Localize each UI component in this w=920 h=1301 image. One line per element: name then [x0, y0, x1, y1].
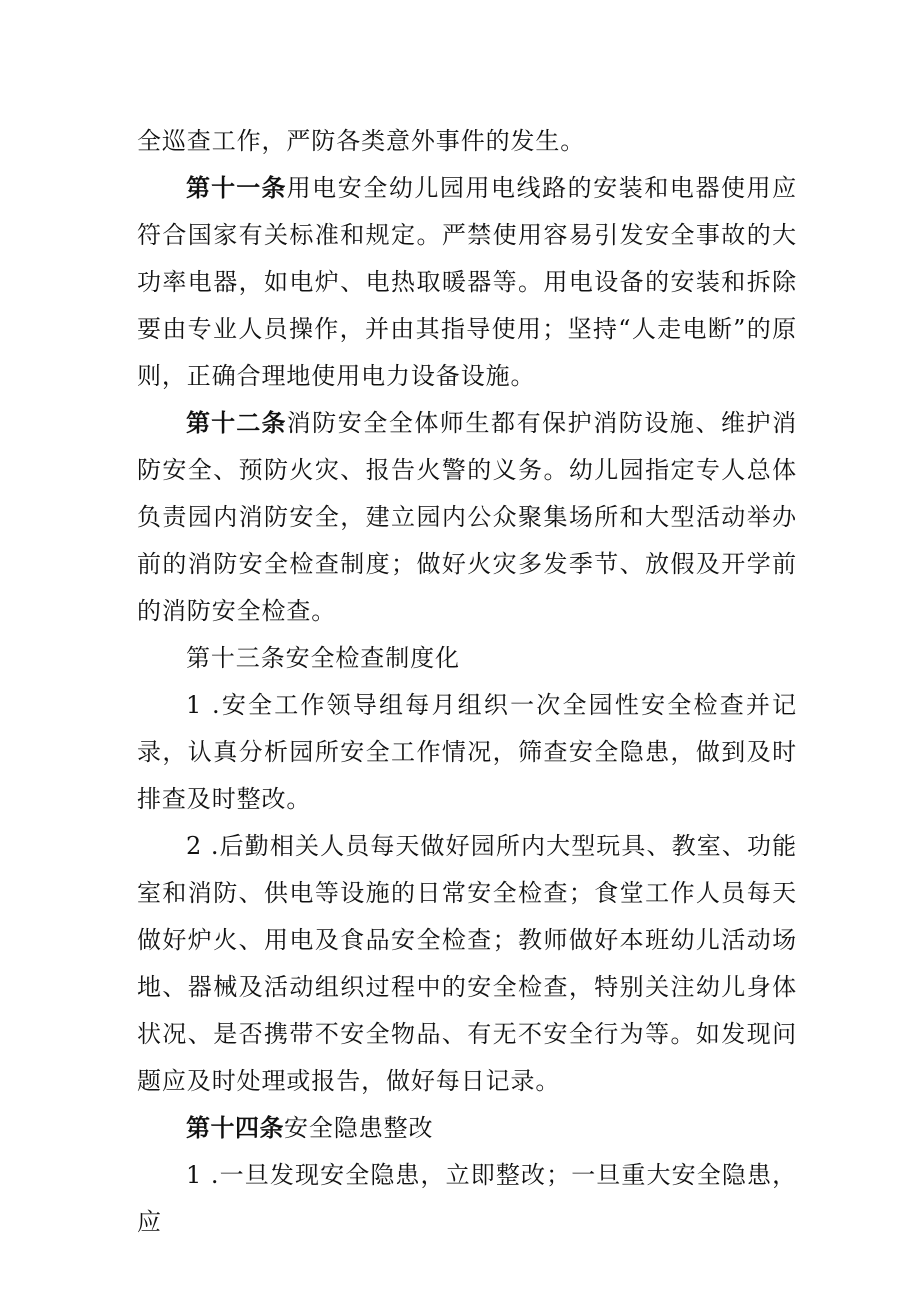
article-13-item-2: [137, 823, 797, 1105]
article-14-heading: 第十四条: [186, 1114, 284, 1142]
document-body: [137, 118, 797, 1246]
article-11-text: 用电安全幼儿园用电线路的安装和电器使用应符合国家有关标准和规定。严禁使用容易引发安全事故的大功率电器，如电炉、电热取暖器等。用电设备的安装和拆除要由专业人员操作，并由其指导使用；坚持“人走电断”的原则，正确合理地使用电力设备设施。: [137, 174, 797, 390]
article-12-heading: 第十二条: [186, 409, 287, 437]
article-13-item-1: [137, 682, 797, 823]
item-text: 2 .后勤相关人员每天做好园所内大型玩具、教室、功能室和消防、供电等设施的日常安全检查；食堂工作人员每天做好炉火、用电及食品安全检查；教师做好本班幼儿活动场地、器械及活动组织过程中的安全检查，特别关注幼儿身体状况、是否携带不安全物品、有无不安全行为等。如发现问题应及时处理或报告，做好每日记录。: [137, 832, 797, 1095]
article-14-item-1: [137, 1152, 797, 1246]
paragraph-text: 全巡查工作，严防各类意外事件的发生。: [137, 127, 586, 155]
article-11-paragraph: [137, 165, 797, 400]
article-12-paragraph: [137, 400, 797, 635]
item-text: 1 .一旦发现安全隐患，立即整改；一旦重大安全隐患，应: [137, 1161, 797, 1236]
article-11-heading: 第十一条: [186, 174, 287, 202]
article-13-text: 第十三条安全检查制度化: [186, 644, 460, 672]
article-12-text: 消防安全全体师生都有保护消防设施、维护消防安全、预防火灾、报告火警的义务。幼儿园指定专人总体负责园内消防安全，建立园内公众聚集场所和大型活动举办前的消防安全检查制度；做好火灾多发季节、放假及开学前的消防安全检查。: [137, 409, 797, 625]
article-14-paragraph: [137, 1105, 797, 1152]
item-text: 1 .安全工作领导组每月组织一次全园性安全检查并记录，认真分析园所安全工作情况，筛查安全隐患，做到及时排查及时整改。: [137, 691, 797, 813]
article-13-heading: [137, 635, 797, 682]
paragraph-continuation: [137, 118, 797, 165]
article-14-text: 安全隐患整改: [284, 1114, 434, 1142]
